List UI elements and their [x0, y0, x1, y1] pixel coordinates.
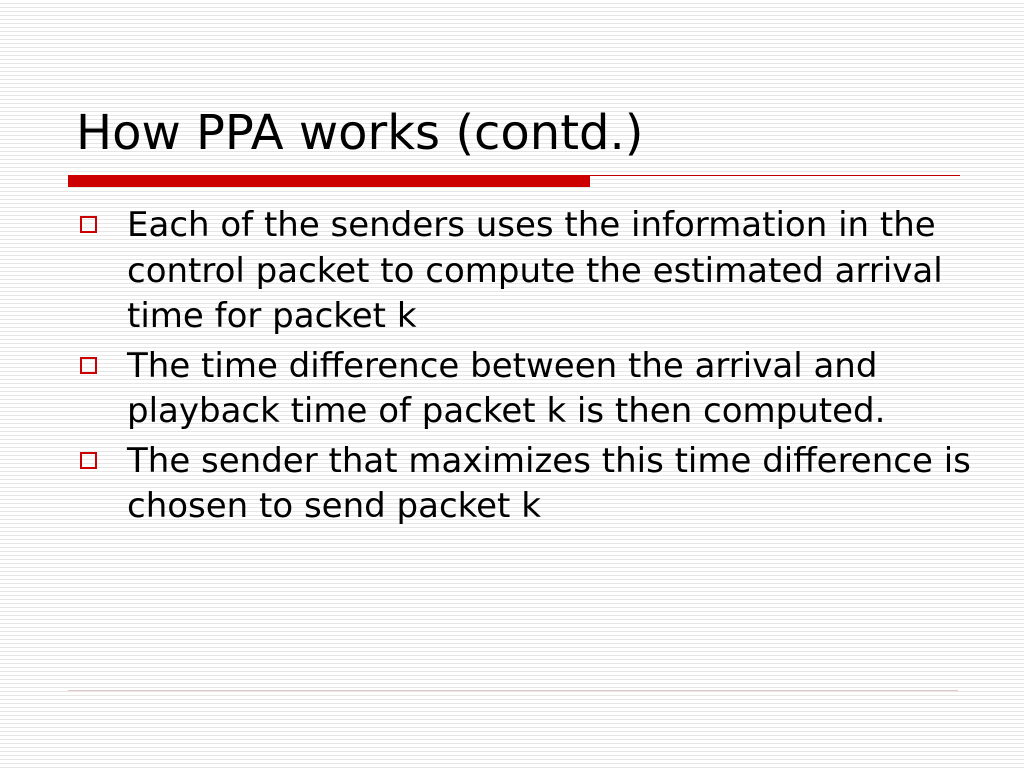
bullet-text: The time difference between the arrival and playback time of packet k is then computed. [127, 345, 886, 431]
hollow-square-bullet-icon [80, 452, 97, 469]
bullet-list [76, 203, 976, 534]
hollow-square-bullet-icon [80, 357, 97, 374]
bullet-item [76, 344, 976, 435]
hollow-square-bullet-icon [80, 216, 97, 233]
footer-divider-line [68, 690, 958, 691]
slide-title: How PPA works (contd.) [76, 105, 644, 161]
title-accent-bar [68, 175, 590, 187]
bullet-item [76, 439, 976, 530]
bullet-text: Each of the senders uses the information in the control packet to compute the estimated arrival time for packet k [127, 205, 943, 336]
bullet-item [76, 203, 976, 340]
bullet-text: The sender that maximizes this time difference is chosen to send packet k [127, 440, 971, 526]
